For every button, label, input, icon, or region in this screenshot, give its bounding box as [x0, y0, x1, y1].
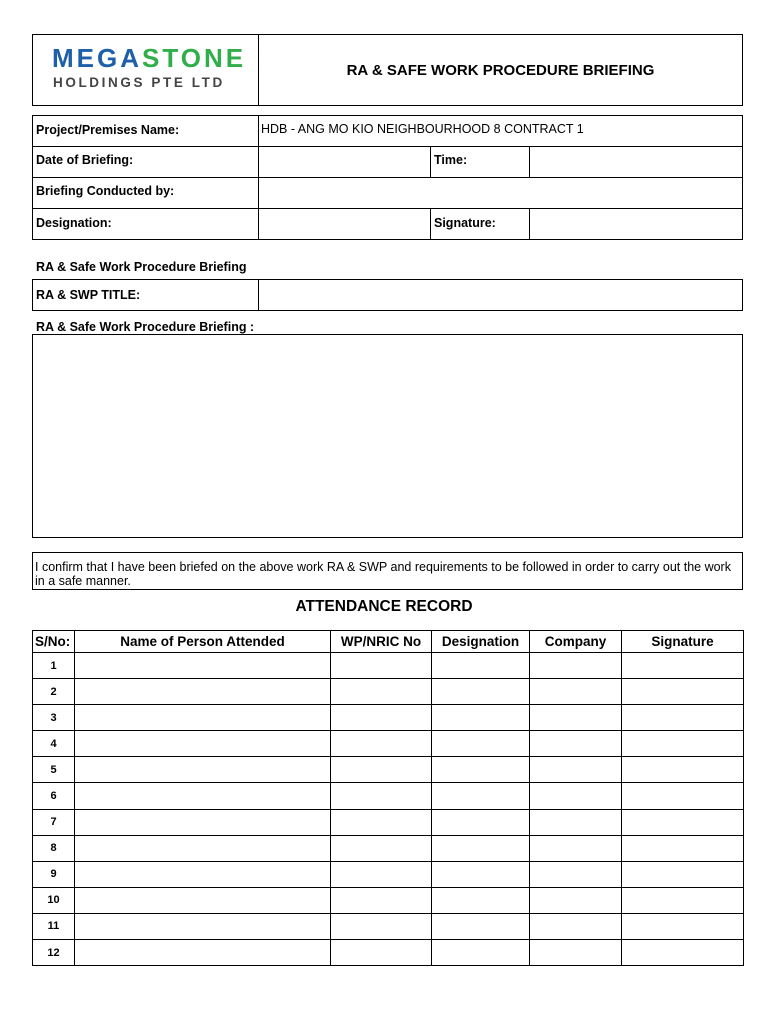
- company-cell[interactable]: [530, 783, 622, 809]
- conducted-by-label: Briefing Conducted by:: [36, 184, 175, 198]
- row-number: 1: [33, 653, 75, 679]
- company-cell[interactable]: [530, 913, 622, 939]
- company-cell[interactable]: [530, 809, 622, 835]
- swp-title-field[interactable]: [259, 280, 742, 310]
- row-number: 11: [33, 913, 75, 939]
- table-row: [33, 783, 744, 809]
- signature-cell[interactable]: [622, 861, 744, 887]
- signature-cell[interactable]: [622, 757, 744, 783]
- info-col-divider: [430, 146, 431, 177]
- row-number: 9: [33, 861, 75, 887]
- name-cell[interactable]: [75, 861, 331, 887]
- name-cell[interactable]: [75, 809, 331, 835]
- row-number: 6: [33, 783, 75, 809]
- signature-cell[interactable]: [622, 731, 744, 757]
- company-cell[interactable]: [530, 653, 622, 679]
- name-cell[interactable]: [75, 705, 331, 731]
- attendance-header-row: [33, 631, 744, 653]
- name-cell[interactable]: [75, 835, 331, 861]
- column-header-name: Name of Person Attended: [75, 631, 331, 653]
- column-header-wp-nric: WP/NRIC No: [331, 631, 432, 653]
- signature-cell[interactable]: [622, 809, 744, 835]
- wp-nric-cell[interactable]: [331, 940, 432, 966]
- info-col-divider: [430, 208, 431, 240]
- briefing-body-field[interactable]: [32, 334, 743, 538]
- table-row: [33, 653, 744, 679]
- designation-cell[interactable]: [432, 913, 530, 939]
- name-cell[interactable]: [75, 940, 331, 966]
- name-cell[interactable]: [75, 731, 331, 757]
- company-cell[interactable]: [530, 861, 622, 887]
- logo-wordmark: [52, 44, 246, 72]
- designation-cell[interactable]: [432, 940, 530, 966]
- company-cell[interactable]: [530, 757, 622, 783]
- wp-nric-cell[interactable]: [331, 861, 432, 887]
- table-row: [33, 809, 744, 835]
- wp-nric-cell[interactable]: [331, 783, 432, 809]
- row-number: 10: [33, 887, 75, 913]
- wp-nric-cell[interactable]: [331, 757, 432, 783]
- signature-label: Signature:: [434, 216, 496, 230]
- table-row: [33, 835, 744, 861]
- time-value-field[interactable]: [530, 147, 742, 177]
- designation-cell[interactable]: [432, 653, 530, 679]
- time-label: Time:: [434, 153, 468, 167]
- designation-label: Designation:: [36, 216, 112, 230]
- confirmation-text: I confirm that I have been briefed on the above work RA & SWP and requirements to be followed in order to carry out the work in a safe manner.: [35, 560, 731, 588]
- conducted-by-field[interactable]: [259, 178, 742, 208]
- logo-wordmark-part2: STONE: [142, 43, 247, 73]
- table-row: [33, 861, 744, 887]
- company-cell[interactable]: [530, 731, 622, 757]
- name-cell[interactable]: [75, 783, 331, 809]
- designation-cell[interactable]: [432, 887, 530, 913]
- signature-field[interactable]: [530, 209, 742, 239]
- row-number: 8: [33, 835, 75, 861]
- column-header-designation: Designation: [432, 631, 530, 653]
- logo-wordmark-part1: MEGA: [52, 43, 142, 73]
- wp-nric-cell[interactable]: [331, 835, 432, 861]
- name-cell[interactable]: [75, 679, 331, 705]
- column-header-sno: S/No:: [33, 631, 75, 653]
- briefing-body-label: RA & Safe Work Procedure Briefing :: [36, 320, 255, 334]
- date-value-field[interactable]: [259, 147, 430, 177]
- designation-cell[interactable]: [432, 705, 530, 731]
- wp-nric-cell[interactable]: [331, 809, 432, 835]
- designation-cell[interactable]: [432, 861, 530, 887]
- designation-cell[interactable]: [432, 679, 530, 705]
- name-cell[interactable]: [75, 653, 331, 679]
- signature-cell[interactable]: [622, 783, 744, 809]
- signature-cell[interactable]: [622, 913, 744, 939]
- company-cell[interactable]: [530, 679, 622, 705]
- signature-cell[interactable]: [622, 679, 744, 705]
- project-label: Project/Premises Name:: [36, 123, 180, 137]
- company-cell[interactable]: [530, 940, 622, 966]
- table-row: [33, 705, 744, 731]
- company-cell[interactable]: [530, 835, 622, 861]
- document-title: RA & SAFE WORK PROCEDURE BRIEFING: [346, 61, 655, 79]
- table-row: [33, 887, 744, 913]
- designation-cell[interactable]: [432, 731, 530, 757]
- signature-cell[interactable]: [622, 940, 744, 966]
- signature-cell[interactable]: [622, 887, 744, 913]
- signature-cell[interactable]: [622, 653, 744, 679]
- row-number: 5: [33, 757, 75, 783]
- swp-title-label: RA & SWP TITLE:: [36, 288, 141, 302]
- attendance-table: [32, 630, 744, 966]
- wp-nric-cell[interactable]: [331, 679, 432, 705]
- attendance-title: ATTENDANCE RECORD: [295, 598, 473, 615]
- column-header-signature: Signature: [622, 631, 744, 653]
- company-cell[interactable]: [530, 887, 622, 913]
- attendance-rows: [33, 653, 744, 966]
- designation-cell[interactable]: [432, 757, 530, 783]
- date-label: Date of Briefing:: [36, 153, 134, 167]
- designation-cell[interactable]: [432, 783, 530, 809]
- row-number: 12: [33, 940, 75, 966]
- column-header-company: Company: [530, 631, 622, 653]
- table-row: [33, 913, 744, 939]
- wp-nric-cell[interactable]: [331, 887, 432, 913]
- table-row: [33, 731, 744, 757]
- table-row: [33, 940, 744, 966]
- name-cell[interactable]: [75, 887, 331, 913]
- signature-cell[interactable]: [622, 835, 744, 861]
- row-number: 2: [33, 679, 75, 705]
- designation-cell[interactable]: [432, 835, 530, 861]
- row-number: 3: [33, 705, 75, 731]
- briefing-section-heading: RA & Safe Work Procedure Briefing: [36, 260, 247, 274]
- name-cell[interactable]: [75, 757, 331, 783]
- signature-cell[interactable]: [622, 705, 744, 731]
- designation-cell[interactable]: [432, 809, 530, 835]
- wp-nric-cell[interactable]: [331, 705, 432, 731]
- designation-field[interactable]: [259, 209, 430, 239]
- wp-nric-cell[interactable]: [331, 913, 432, 939]
- table-row: [33, 679, 744, 705]
- logo-subtitle: HOLDINGS PTE LTD: [53, 75, 225, 90]
- company-cell[interactable]: [530, 705, 622, 731]
- project-value: HDB - ANG MO KIO NEIGHBOURHOOD 8 CONTRACT 1: [261, 122, 584, 136]
- row-number: 4: [33, 731, 75, 757]
- table-row: [33, 757, 744, 783]
- row-number: 7: [33, 809, 75, 835]
- name-cell[interactable]: [75, 913, 331, 939]
- wp-nric-cell[interactable]: [331, 653, 432, 679]
- wp-nric-cell[interactable]: [331, 731, 432, 757]
